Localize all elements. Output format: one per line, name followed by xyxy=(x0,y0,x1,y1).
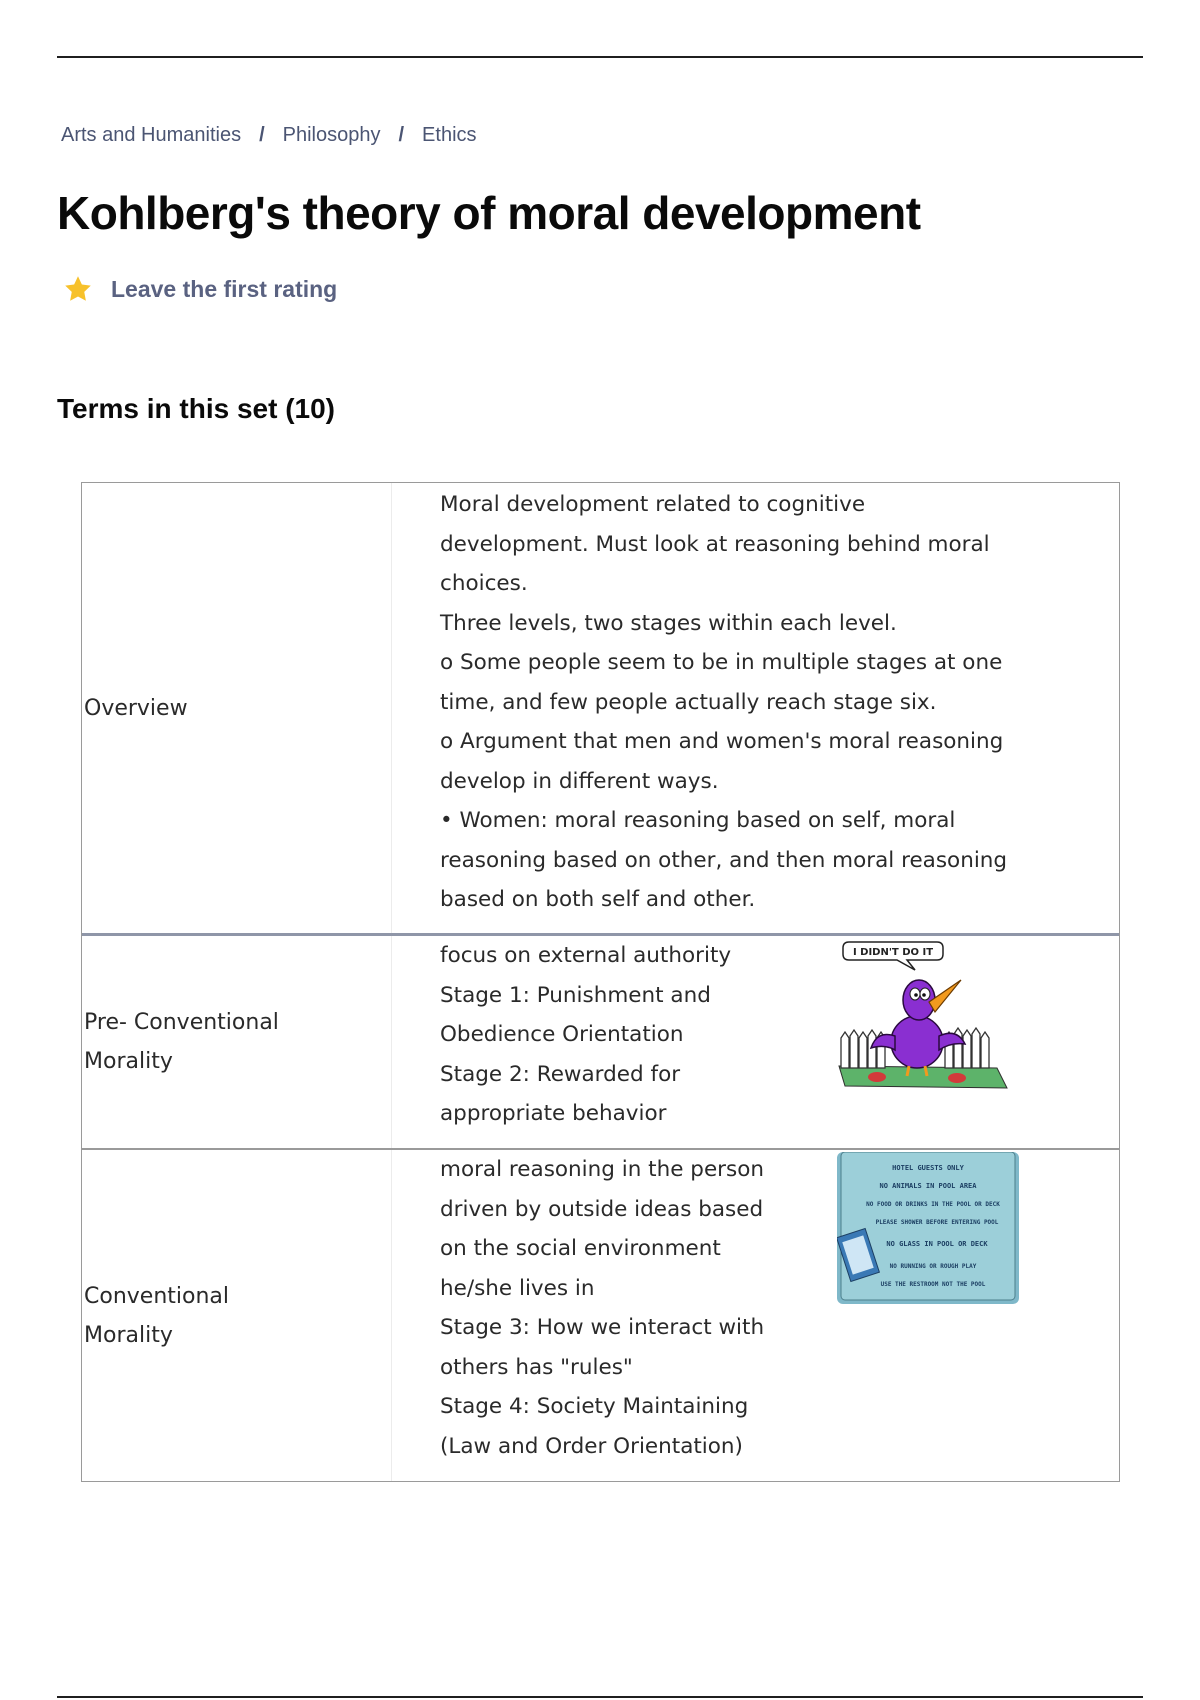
term-row-pre-conventional xyxy=(82,933,1119,1148)
term-row-conventional xyxy=(82,1148,1119,1481)
definition-line: he/she lives in xyxy=(440,1275,595,1301)
definition-line: based on both self and other. xyxy=(440,887,756,912)
definition-line: appropriate behavior xyxy=(440,1101,667,1126)
definition-line: reasoning based on other, and then moral reasoning xyxy=(440,847,1008,873)
rating-prompt[interactable] xyxy=(63,274,337,304)
sign-line: HOTEL GUESTS ONLY xyxy=(892,1164,964,1172)
definition-line: focus on external authority xyxy=(440,943,732,968)
term-row-overview xyxy=(82,483,1119,933)
definition-line: (Law and Order Orientation) xyxy=(440,1433,743,1459)
sign-line: NO GLASS IN POOL OR DECK xyxy=(886,1240,988,1248)
breadcrumb-link-arts-humanities[interactable]: Arts and Humanities xyxy=(61,124,242,146)
term-text: Overview xyxy=(84,695,188,721)
definition-line: o Argument that men and women's moral reasoning xyxy=(440,729,1004,754)
pool-rules-sign-image xyxy=(837,1152,1019,1304)
sign-line: PLEASE SHOWER BEFORE ENTERING POOL xyxy=(875,1219,999,1226)
definition-line: driven by outside ideas based xyxy=(440,1196,764,1222)
term-cell xyxy=(82,483,392,933)
definition-line: Stage 3: How we interact with xyxy=(440,1315,765,1340)
page-title: Kohlberg's theory of moral development xyxy=(57,187,921,239)
definition-cell xyxy=(392,936,1119,1148)
sign-line: NO RUNNING OR ROUGH PLAY xyxy=(889,1263,977,1270)
definition-line: choices. xyxy=(440,571,528,596)
definition-line: moral reasoning in the person xyxy=(440,1157,765,1182)
sign-line: NO ANIMALS IN POOL AREA xyxy=(879,1182,977,1190)
breadcrumb-separator: / xyxy=(398,124,405,146)
term-cell xyxy=(82,1150,392,1481)
definition-line: Stage 2: Rewarded for xyxy=(440,1061,681,1087)
cartoon-bird-image xyxy=(837,938,1012,1090)
breadcrumb-link-ethics[interactable]: Ethics xyxy=(422,124,477,146)
sign-line: USE THE RESTROOM NOT THE POOL xyxy=(880,1281,986,1288)
breadcrumb-separator: / xyxy=(259,124,265,146)
definition-line: others has "rules" xyxy=(440,1354,633,1380)
definition-cell xyxy=(392,1150,1119,1481)
star-icon xyxy=(63,274,93,304)
definition-line: Obedience Orientation xyxy=(440,1022,684,1047)
term-text: Conventional Morality xyxy=(84,1283,229,1348)
definition-line: o Some people seem to be in multiple stages at one xyxy=(440,650,1003,675)
definition-line: on the social environment xyxy=(440,1236,721,1261)
sign-line: NO FOOD OR DRINKS IN THE POOL OR DECK xyxy=(866,1201,1000,1208)
definition-line: Moral development related to cognitive xyxy=(440,492,866,517)
speech-bubble-text: I DIDN'T DO IT xyxy=(852,947,934,958)
terms-table xyxy=(81,482,1120,1482)
top-divider xyxy=(57,56,1143,58)
definition-line: Three levels, two stages within each level. xyxy=(440,610,897,636)
definition-line: develop in different ways. xyxy=(440,768,719,794)
bottom-divider xyxy=(57,1696,1143,1698)
definition-line: • Women: moral reasoning based on self, moral xyxy=(440,808,956,833)
definition-line: development. Must look at reasoning behind moral xyxy=(440,531,990,557)
term-text: Pre- Conventional Morality xyxy=(84,1010,279,1074)
terms-heading: Terms in this set (10) xyxy=(57,393,336,424)
definition-line: Stage 4: Society Maintaining xyxy=(440,1394,749,1419)
definition-cell xyxy=(392,483,1119,933)
term-cell xyxy=(82,936,392,1148)
rating-label: Leave the first rating xyxy=(111,275,338,302)
breadcrumb xyxy=(61,124,477,147)
definition-line: Stage 1: Punishment and xyxy=(440,982,711,1008)
breadcrumb-link-philosophy[interactable]: Philosophy xyxy=(282,124,381,146)
definition-line: time, and few people actually reach stage six. xyxy=(440,689,937,715)
